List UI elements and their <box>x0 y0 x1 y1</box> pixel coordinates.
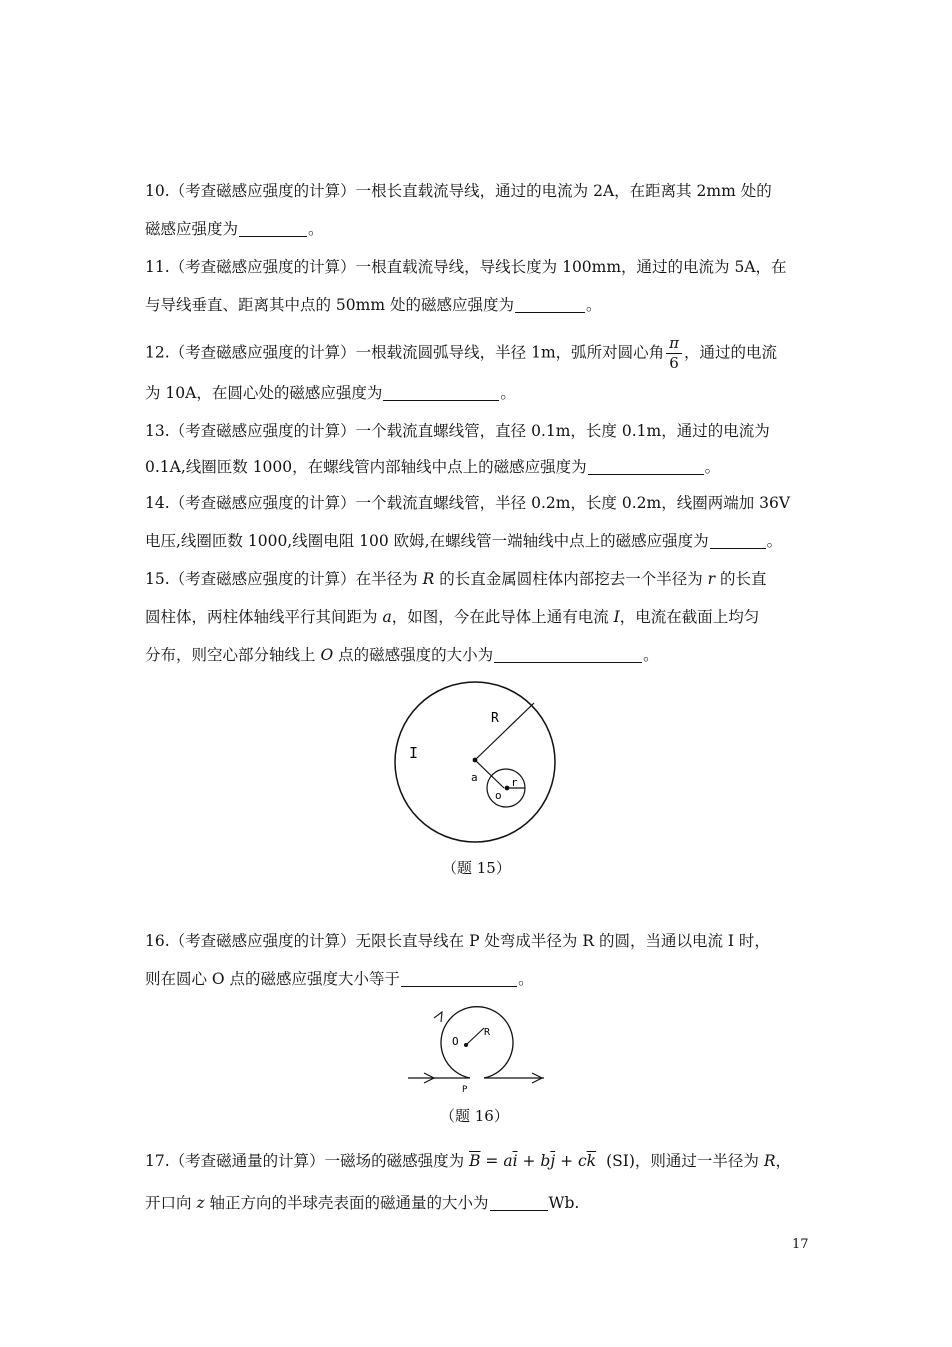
answer-blank-11[interactable] <box>515 296 585 313</box>
figure-16-caption: （题 16） <box>440 1107 509 1125</box>
figure-15-caption: （题 15） <box>442 859 511 877</box>
label-o: o <box>495 789 502 802</box>
outer-center-dot <box>473 758 478 763</box>
answer-blank-17[interactable] <box>490 1194 548 1211</box>
label-R: R <box>491 711 499 726</box>
formula-B-vector: $\overline{B} = a\overline{i} + b\overline{j} + c\overline{k}$ <box>469 1152 597 1170</box>
label-a: a <box>471 771 478 784</box>
figure-16-loop-diagram <box>404 1002 554 1096</box>
question-13-line-2: 0.1A,线圈匝数 1000，在螺线管内部轴线中点上的磁感应强度为 。 <box>145 458 721 476</box>
answer-blank-16[interactable] <box>401 970 517 987</box>
label-I: I <box>409 744 419 762</box>
answer-blank-10[interactable] <box>239 220 307 237</box>
question-17-line-1: 17.（考查磁通量的计算）一磁场的磁感强度为 $\overline{B} = a\overline{i} + b\overline{j} + c\overline{k}$ (SI)，则通过一半径为 R， <box>145 1152 792 1170</box>
radius-R-line <box>475 703 534 760</box>
answer-blank-12[interactable] <box>383 384 499 401</box>
question-12-line-1: 12.（考查磁感应强度的计算）一根载流圆弧导线，半径 1m，弧所对圆心角 $\frac{\pi}{6}$ ，通过的电流 <box>145 334 778 372</box>
question-14-line-2: 电压,线圈匝数 1000,线圈电阻 100 欧姆,在螺线管一端轴线中点上的磁感应强度为 。 <box>145 532 783 550</box>
question-15-line-2: 圆柱体，两柱体轴线平行其间距为 a，如图，今在此导体上通有电流 I，电流在截面上均匀 <box>145 608 760 626</box>
question-11-line-2: 与导线垂直、距离其中点的 50mm 处的磁感应强度为 。 <box>145 296 602 314</box>
loop-arrow-icon <box>434 1012 442 1022</box>
question-10-line-1: 10.（考查磁感应强度的计算）一根长直载流导线，通过的电流为 2A，在距离其 2mm 处的 <box>145 182 772 200</box>
question-15-line-3: 分布，则空心部分轴线上 O 点的磁感强度的大小为 。 <box>145 646 659 664</box>
radius-R-line <box>466 1028 484 1045</box>
label-R: R <box>484 1027 491 1038</box>
center-O-dot <box>464 1043 468 1047</box>
figure-15-cylinder-diagram <box>390 678 570 850</box>
page-number: 17 <box>792 1237 809 1252</box>
point-O-dot <box>505 786 510 791</box>
distance-a-line <box>475 760 504 788</box>
question-10-line-2: 磁感应强度为 。 <box>145 220 324 238</box>
fraction-pi-over-6: $\frac{\pi}{6}$ <box>666 336 682 371</box>
question-16-line-2: 则在圆心 O 点的磁感应强度大小等于 。 <box>145 970 534 988</box>
question-11-line-1: 11.（考查磁感应强度的计算）一根直载流导线，导线长度为 100mm，通过的电流为 5A，在 <box>145 258 787 276</box>
label-P: P <box>462 1085 468 1095</box>
question-17-line-2: 开口向 z 轴正方向的半球壳表面的磁通量的大小为 Wb. <box>145 1194 580 1212</box>
question-15-line-1: 15.（考查磁感应强度的计算）在半径为 R 的长直金属圆柱体内部挖去一个半径为 r 的长直 <box>145 570 767 588</box>
question-13-line-1: 13.（考查磁感应强度的计算）一个载流直螺线管，直径 0.1m，长度 0.1m，通过的电流为 <box>145 422 770 440</box>
question-16-line-1: 16.（考查磁感应强度的计算）无限长直导线在 P 处弯成半径为 R 的圆，当通以电流 I 时， <box>145 932 770 950</box>
label-O: O <box>452 1035 459 1048</box>
answer-blank-14[interactable] <box>710 532 766 549</box>
question-14-line-1: 14.（考查磁感应强度的计算）一个载流直螺线管，半径 0.2m，长度 0.2m，线圈两端加 36V <box>145 494 791 512</box>
answer-blank-13[interactable] <box>588 458 704 475</box>
label-r: r <box>511 776 518 789</box>
question-12-line-2: 为 10A，在圆心处的磁感应强度为 。 <box>145 384 516 402</box>
answer-blank-15[interactable] <box>494 646 642 663</box>
